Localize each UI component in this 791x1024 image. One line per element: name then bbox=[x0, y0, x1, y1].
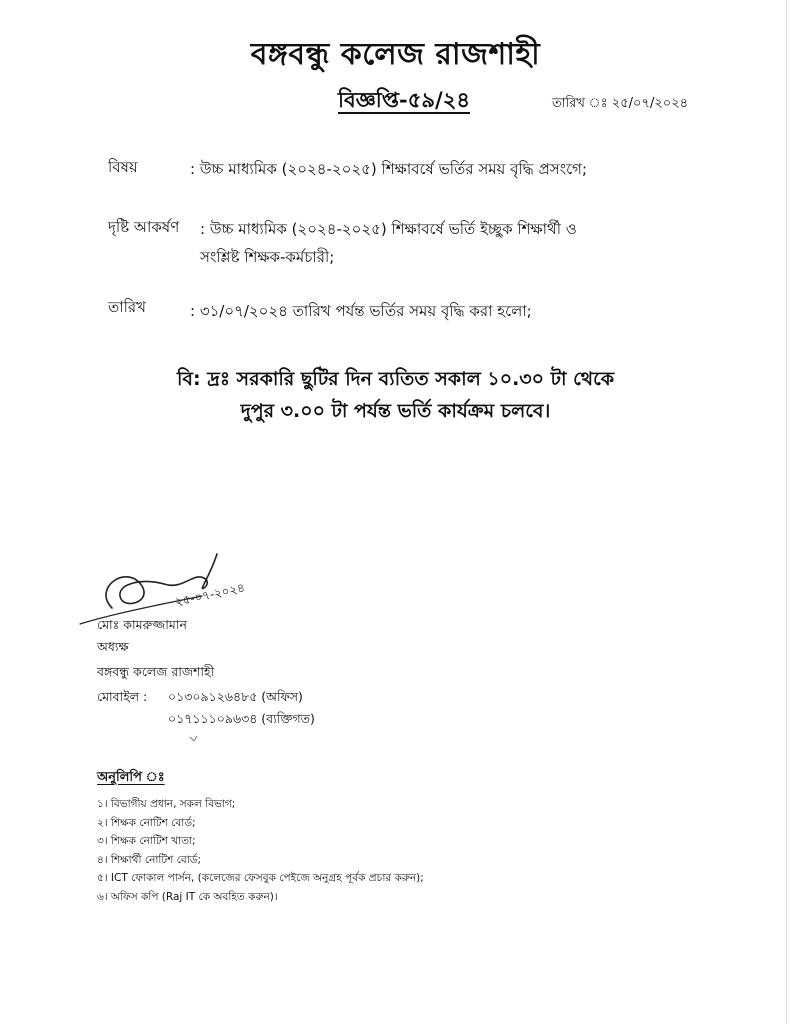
college-title: বঙ্গবন্ধু কলেজ রাজশাহী bbox=[250, 37, 541, 72]
mobile-personal: ০১৭১১১০৯৬৩৪ (ব্যক্তিগত) bbox=[168, 711, 315, 726]
attention-line-2: সংশ্লিষ্ট শিক্ষক-কর্মচারী; bbox=[200, 248, 335, 266]
date-row-text: : ৩১/০৭/২০২৪ তারিখ পর্যন্ত ভর্তির সময় বৃদ্ধি করা হলো; bbox=[190, 302, 532, 320]
signatory-name: মোঃ কামরুজ্জামান bbox=[97, 617, 187, 632]
mobile-office: ০১৩০৯১২৬৪৮৫ (অফিস) bbox=[168, 689, 303, 704]
copy-item: ৪। শিক্ষার্থী নোটিশ বোর্ড; bbox=[97, 853, 202, 866]
subject-label: বিষয় bbox=[108, 158, 138, 176]
date-row-label: তারিখ bbox=[108, 298, 146, 316]
attention-line-1: : উচ্চ মাধ্যমিক (২০২৪-২০২৫) শিক্ষাবর্ষে ভর্তি ইচ্ছুক শিক্ষার্থী ও bbox=[200, 220, 577, 238]
copy-item: ৬। অফিস কপি (Raj IT কে অবহিত করুন)। bbox=[97, 890, 278, 903]
note-line-1: বি: দ্রঃ সরকারি ছুটির দিন ব্যতিত সকাল ১০.৩০ টা থেকে bbox=[176, 368, 615, 390]
notice-number: বিজ্ঞপ্তি-৫৯/২৪ bbox=[338, 87, 470, 112]
copy-item: ৫। ICT ফোকাল পার্সন, (কলেজের ফেসবুক পেইজে অনুগ্রহ পূর্বক প্রচার করুন); bbox=[97, 872, 424, 884]
subject-text: : উচ্চ মাধ্যমিক (২০২৪-২০২৫) শিক্ষাবর্ষে ভর্তির সময় বৃদ্ধি প্রসংগে; bbox=[190, 160, 588, 178]
scan-edge-line bbox=[786, 0, 787, 1024]
signatory-institution: বঙ্গবন্ধু কলেজ রাজশাহী bbox=[97, 664, 215, 679]
copy-item: ১। বিভাগীয় প্রধান, সকল বিভাগ; bbox=[97, 798, 236, 810]
copies-list bbox=[97, 795, 424, 906]
signature-date: ২৫-০৭-২০২৪ bbox=[173, 580, 247, 609]
copy-item: ২। শিক্ষক নোটিশ বোর্ড; bbox=[97, 816, 196, 829]
copy-item: ৩। শিক্ষক নোটিশ খাতা; bbox=[97, 835, 196, 847]
scan-speck-icon bbox=[188, 734, 200, 744]
mobile-label: মোবাইল : bbox=[97, 689, 148, 704]
note-line-2: দুপুর ৩.০০ টা পর্যন্ত ভর্তি কার্যক্রম চলবে। bbox=[240, 400, 551, 422]
copies-title: অনুলিপি ঃ bbox=[97, 770, 165, 785]
attention-label: দৃষ্টি আকর্ষণ bbox=[108, 218, 180, 236]
signatory-designation: অধ্যক্ষ bbox=[97, 639, 129, 654]
notice-date: তারিখ ঃ ২৫/০৭/২০২৪ bbox=[552, 96, 689, 111]
